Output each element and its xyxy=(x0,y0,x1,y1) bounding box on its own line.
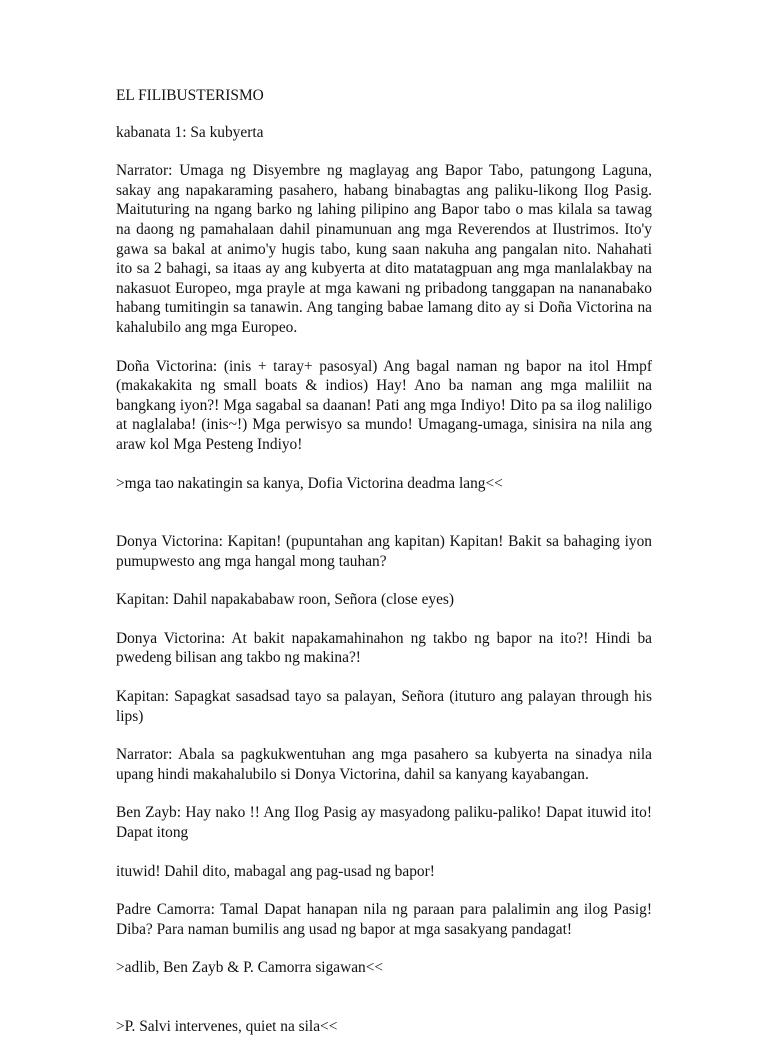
paragraph-kapitan-reply-2: Kapitan: Sapagkat sasadsad tayo sa palayan, Señora (ituturo ang palayan through his lips) xyxy=(116,688,652,725)
paragraph-kapitan-reply-1: Kapitan: Dahil napakababaw roon, Señora (close eyes) xyxy=(116,591,455,609)
paragraph-donya-victorina-speed: Donya Victorina: At bakit napakamahinahon ng takbo ng bapor na ito?! Hindi ba pwedeng bilisan ang takbo ng makina?! xyxy=(116,629,652,667)
paragraph-donya-victorina-kapitan: Donya Victorina: Kapitan! (pupuntahan ang kapitan) Kapitan! Bakit sa bahaging iyon pumupwesto ang mga hangal mong tauhan? xyxy=(116,533,652,570)
paragraph-padre-camorra: Padre Camorra: Tamal Dapat hanapan nila ng paraan para palalimin ang ilog Pasig! Diba? Para naman bumilis ang usad ng bapor at mga sasakyang pandagat! xyxy=(116,901,652,938)
paragraph-ben-zayb-continued: ituwid! Dahil dito, mabagal ang pag-usad ng bapor! xyxy=(116,862,435,880)
stage-direction-adlib: >adlib, Ben Zayb & P. Camorra sigawan<< xyxy=(116,959,384,977)
paragraph-dona-victorina-complaint: Doña Victorina: (inis + taray+ pasosyal) Ang bagal naman ng bapor na itol Hmpf (makakakita ng small boats & indios) Hay! Ano ba naman ang mga maliliit na bangkang iyon?! Mga sagabal sa daanan! Pati ang mga Indiyo! Dito pa sa ilog naliligo at naglalaba! (inis~!) Mga perwisyo sa mundo! Umagang-umaga, sinisira na nila ang araw kol Mga Pesteng Indiyo! xyxy=(116,357,652,453)
document-page xyxy=(116,86,652,1037)
paragraph-narrator-passengers: Narrator: Abala sa pagkukwentuhan ang mga pasahero sa kubyerta na sinadya nila upang hindi makahalubilo si Donya Victorina, dahil sa kanyang kayabangan. xyxy=(116,746,652,783)
paragraph-narrator-intro: Narrator: Umaga ng Disyembre ng maglayag ang Bapor Tabo, patungong Laguna, sakay ang napakaraming pasahero, habang binabagtas ang paliku-likong Ilog Pasig. Maituturing na ngang barko ng lahing pilipino ang Bapor tabo o mas kilala sa tawag na daong ng pamahalaan dahil pinamunuan ang mga Reverendos at Ilustrimos. Ito'y gawa sa bakal at animo'y hugis tabo, kung saan nakuha ang pangalan nito. Nahahati ito sa 2 bahagi, sa itaas ay ang kubyerta at dito matatagpuan ang mga manlalakbay na nakasuot Europeo, mga prayle at mga kawani ng pribadong tanggapan na nananabako habang tumitingin sa tanawin. Ang tanging babae lamang dito ay si Doña Victorina na kahalubilo ang mga Europeo. xyxy=(116,162,652,336)
paragraph-ben-zayb: Ben Zayb: Hay nako !! Ang Ilog Pasig ay masyadong paliku-paliko! Dapat ituwid ito! Dapat itong xyxy=(116,804,652,842)
stage-direction-salvi: >P. Salvi intervenes, quiet na sila<< xyxy=(116,1018,338,1035)
stage-direction-people-looking: >mga tao nakatingin sa kanya, Dofia Victorina deadma lang<< xyxy=(116,474,503,492)
chapter-heading: kabanata 1: Sa kubyerta xyxy=(116,123,264,141)
document-title: EL FILIBUSTERISMO xyxy=(116,87,264,104)
